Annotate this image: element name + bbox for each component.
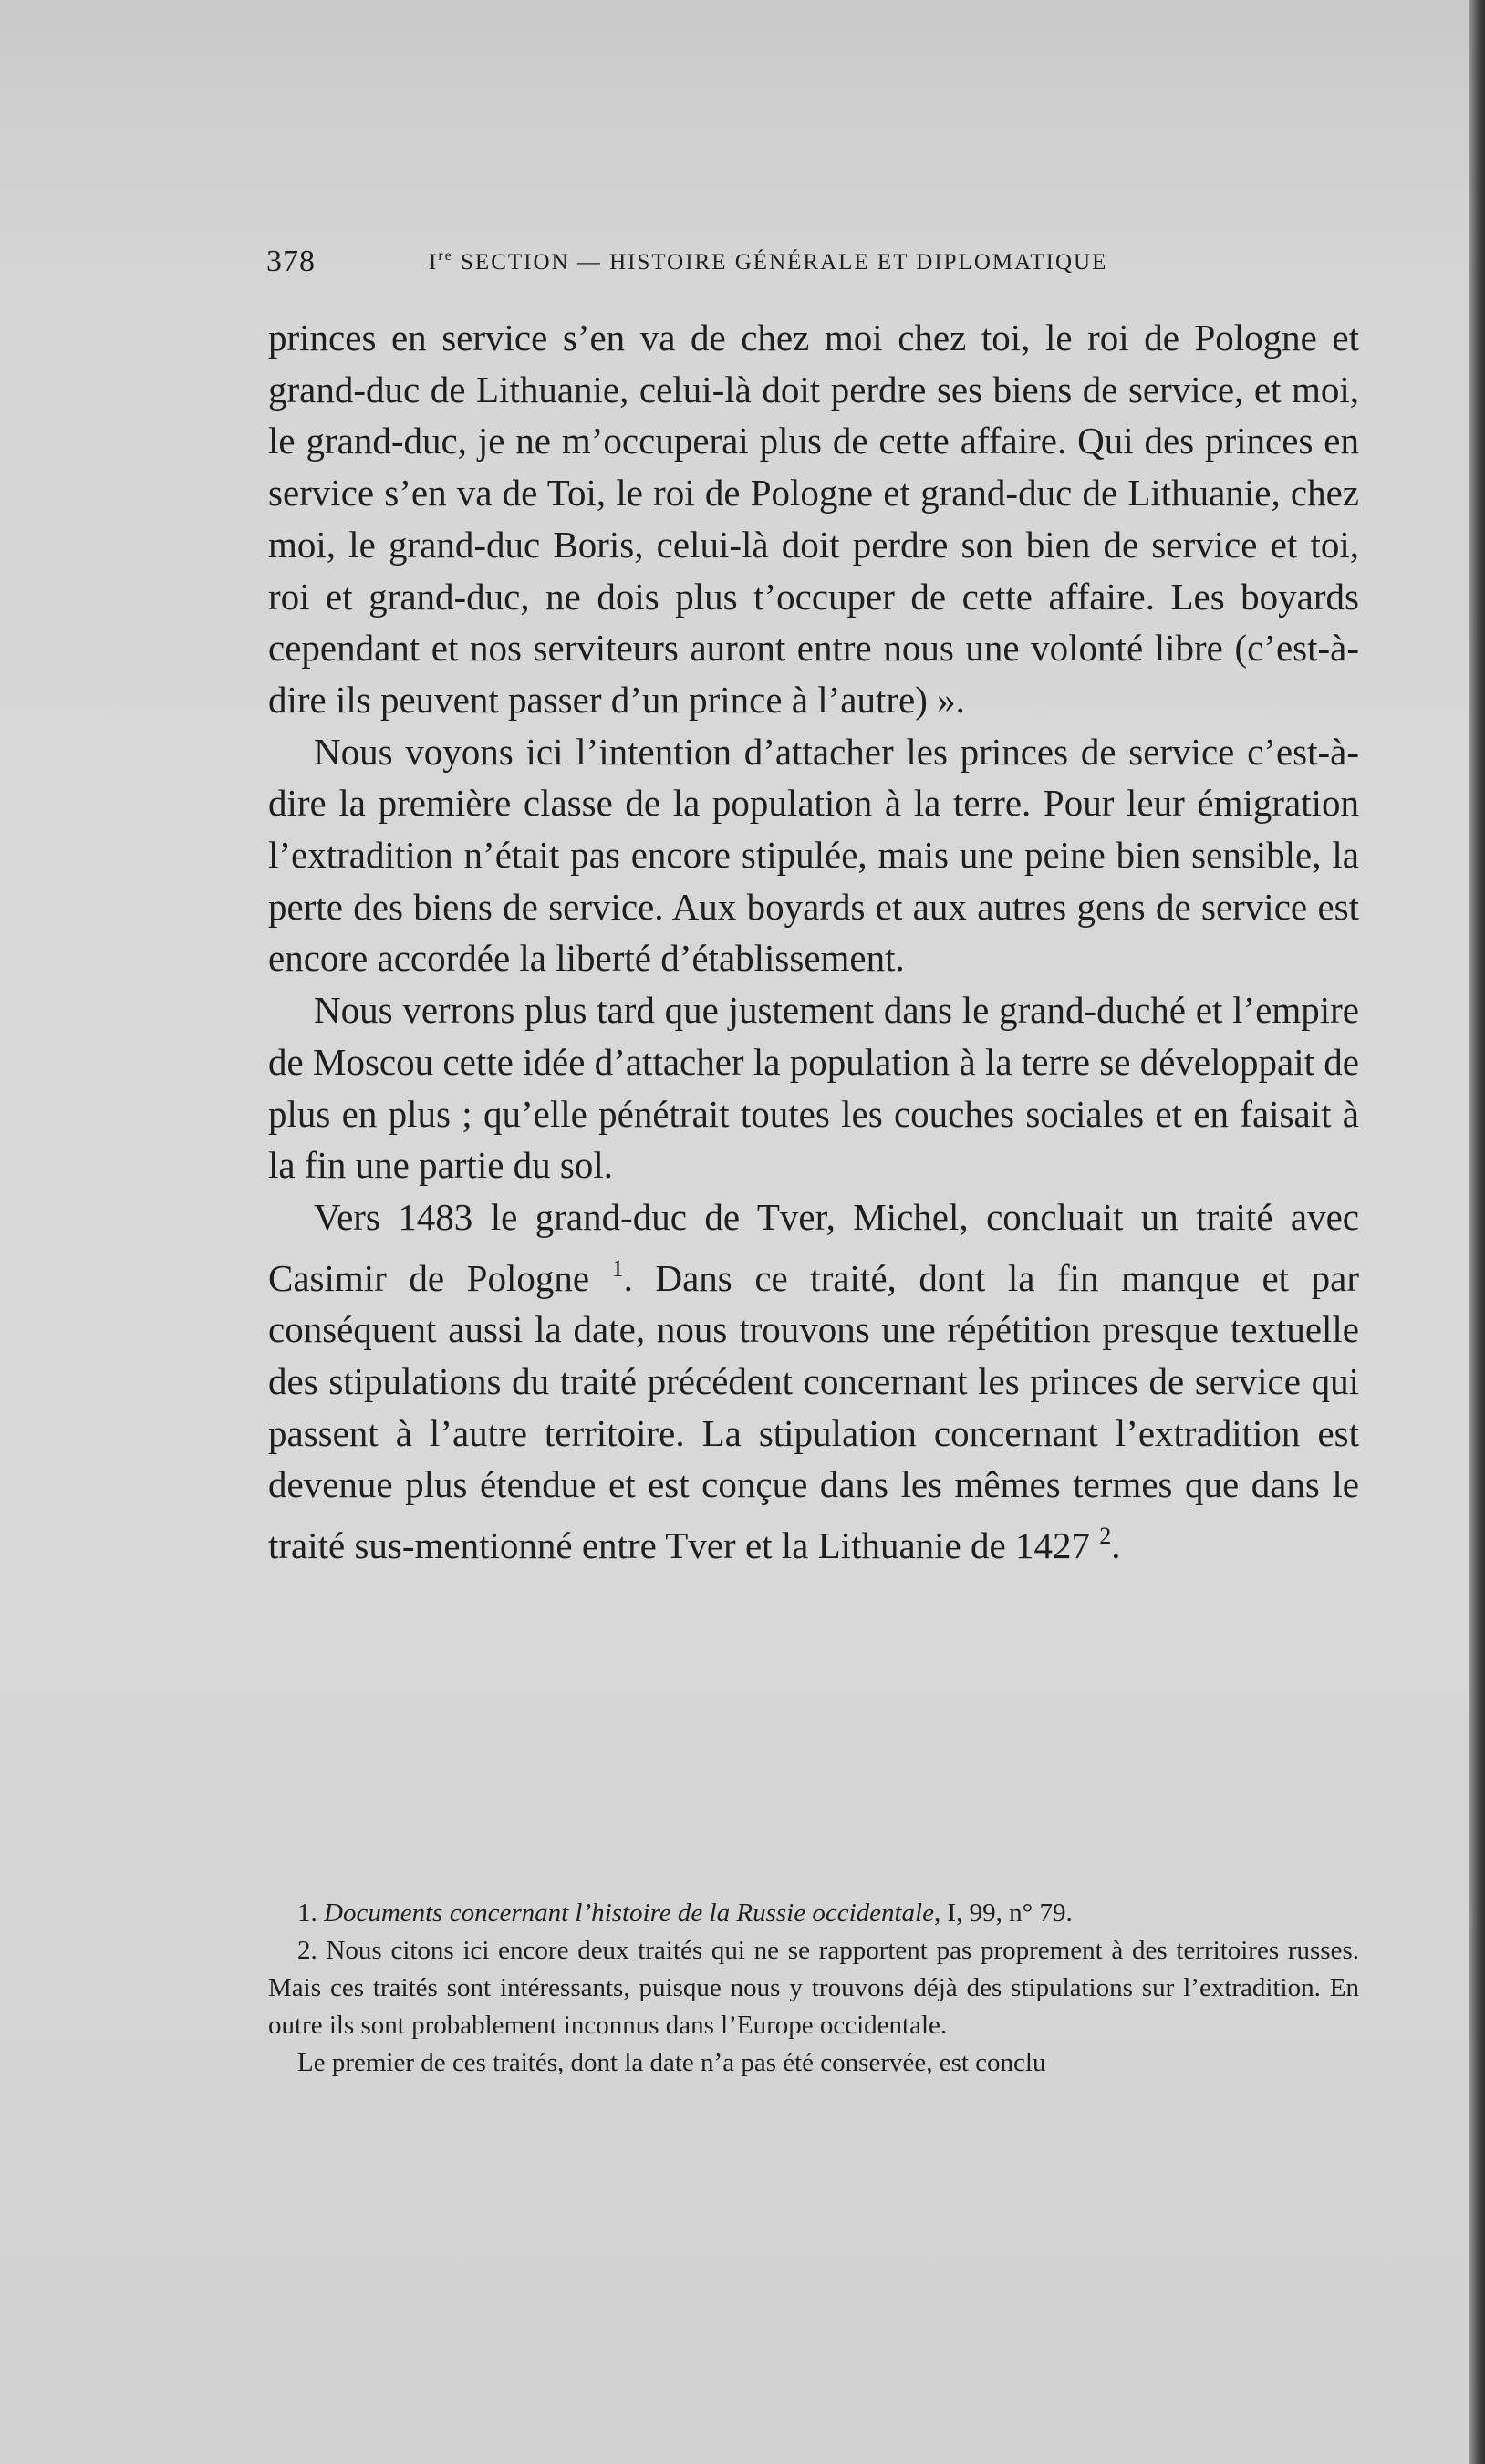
paragraph-1: princes en service s’en va de chez moi chez toi, le roi de Pologne et grand-duc de Lithuanie, celui-là doit perdre ses biens de service, et moi, le grand-duc, je ne m’occuperai plus de cette affaire. Qui des princes en service s’en va de Toi, le roi de Pologne et grand-duc de Lithuanie, chez moi, le grand-duc Boris, celui-là doit perdre son bien de service et toi, roi et grand-duc, ne dois plus t’occuper de cette affaire. Les boyards cependant et nos serviteurs auront entre nous une volonté libre (c’est-à-dire ils peuvent passer d’un prince à l’autre) ». bbox=[268, 317, 1359, 721]
footnote-1 bbox=[268, 1895, 1359, 1932]
section-ordinal-suffix: re bbox=[438, 248, 453, 264]
footnote-1-number: 1. bbox=[297, 1898, 324, 1928]
section-title: SECTION — HISTOIRE GÉNÉRALE ET DIPLOMATIQUE bbox=[452, 250, 1108, 275]
page-header bbox=[266, 244, 1361, 286]
main-text bbox=[268, 312, 1359, 1572]
paragraph-2: Nous voyons ici l’intention d’attacher les princes de service c’est-à-dire la première classe de la population à la terre. Pour leur émigration l’extradition n’était pas encore stipulée, mais une peine bien sensible, la perte des biens de service. Aux boyards et aux autres gens de service est encore accordée la liberté d’établissement. bbox=[268, 730, 1359, 980]
paragraph-3: Nous verrons plus tard que justement dans le grand-duché et l’empire de Moscou cette idée d’attacher la population à la terre se développait de plus en plus ; qu’elle pénétrait toutes les couches sociales et en faisait à la fin une partie du sol. bbox=[268, 989, 1359, 1187]
running-head bbox=[429, 248, 1107, 276]
footnote-1-reference: , I, 99, n° 79. bbox=[933, 1898, 1073, 1928]
paragraph-4 bbox=[268, 1191, 1359, 1572]
paragraph-4-part-b: . Dans ce traité, dont la fin manque et par conséquent aussi la date, nous trouvons une répétition presque textuelle des stipulations du traité précédent concernant les princes de service qui passent à l’autre territoire. La stipulation concernant l’extradition est devenue plus étendue et est conçue dans les mêmes termes que dans le traité sus-mentionné entre Tver et la Lithuanie de 1427 bbox=[268, 1256, 1359, 1567]
footnote-ref-1: 1 bbox=[611, 1254, 624, 1282]
footnote-2: 2. Nous citons ici encore deux traités qui ne se rapportent pas proprement à des territoires russes. Mais ces traités sont intéressants, puisque nous y trouvons déjà des stipulations sur l’extradition. En outre ils sont probablement inconnus dans l’Europe occidentale. bbox=[268, 1936, 1359, 2040]
paragraph-4-part-c: . bbox=[1111, 1524, 1121, 1567]
section-ordinal: I bbox=[429, 250, 439, 275]
page-number: 378 bbox=[266, 244, 316, 278]
footnotes bbox=[268, 1895, 1359, 2082]
footnote-ref-2: 2 bbox=[1099, 1523, 1112, 1550]
footnote-2-continuation: Le premier de ces traités, dont la date n’a pas été conservée, est conclu bbox=[297, 2048, 1046, 2077]
paragraph-4-part-a: Vers 1483 le grand-duc de Tver, Michel, concluait un traité avec Casimir de Pologne bbox=[268, 1195, 1359, 1299]
footnote-1-title: Documents concernant l’histoire de la Russie occidentale bbox=[324, 1898, 934, 1928]
page-edge-shadow bbox=[1469, 0, 1485, 2464]
